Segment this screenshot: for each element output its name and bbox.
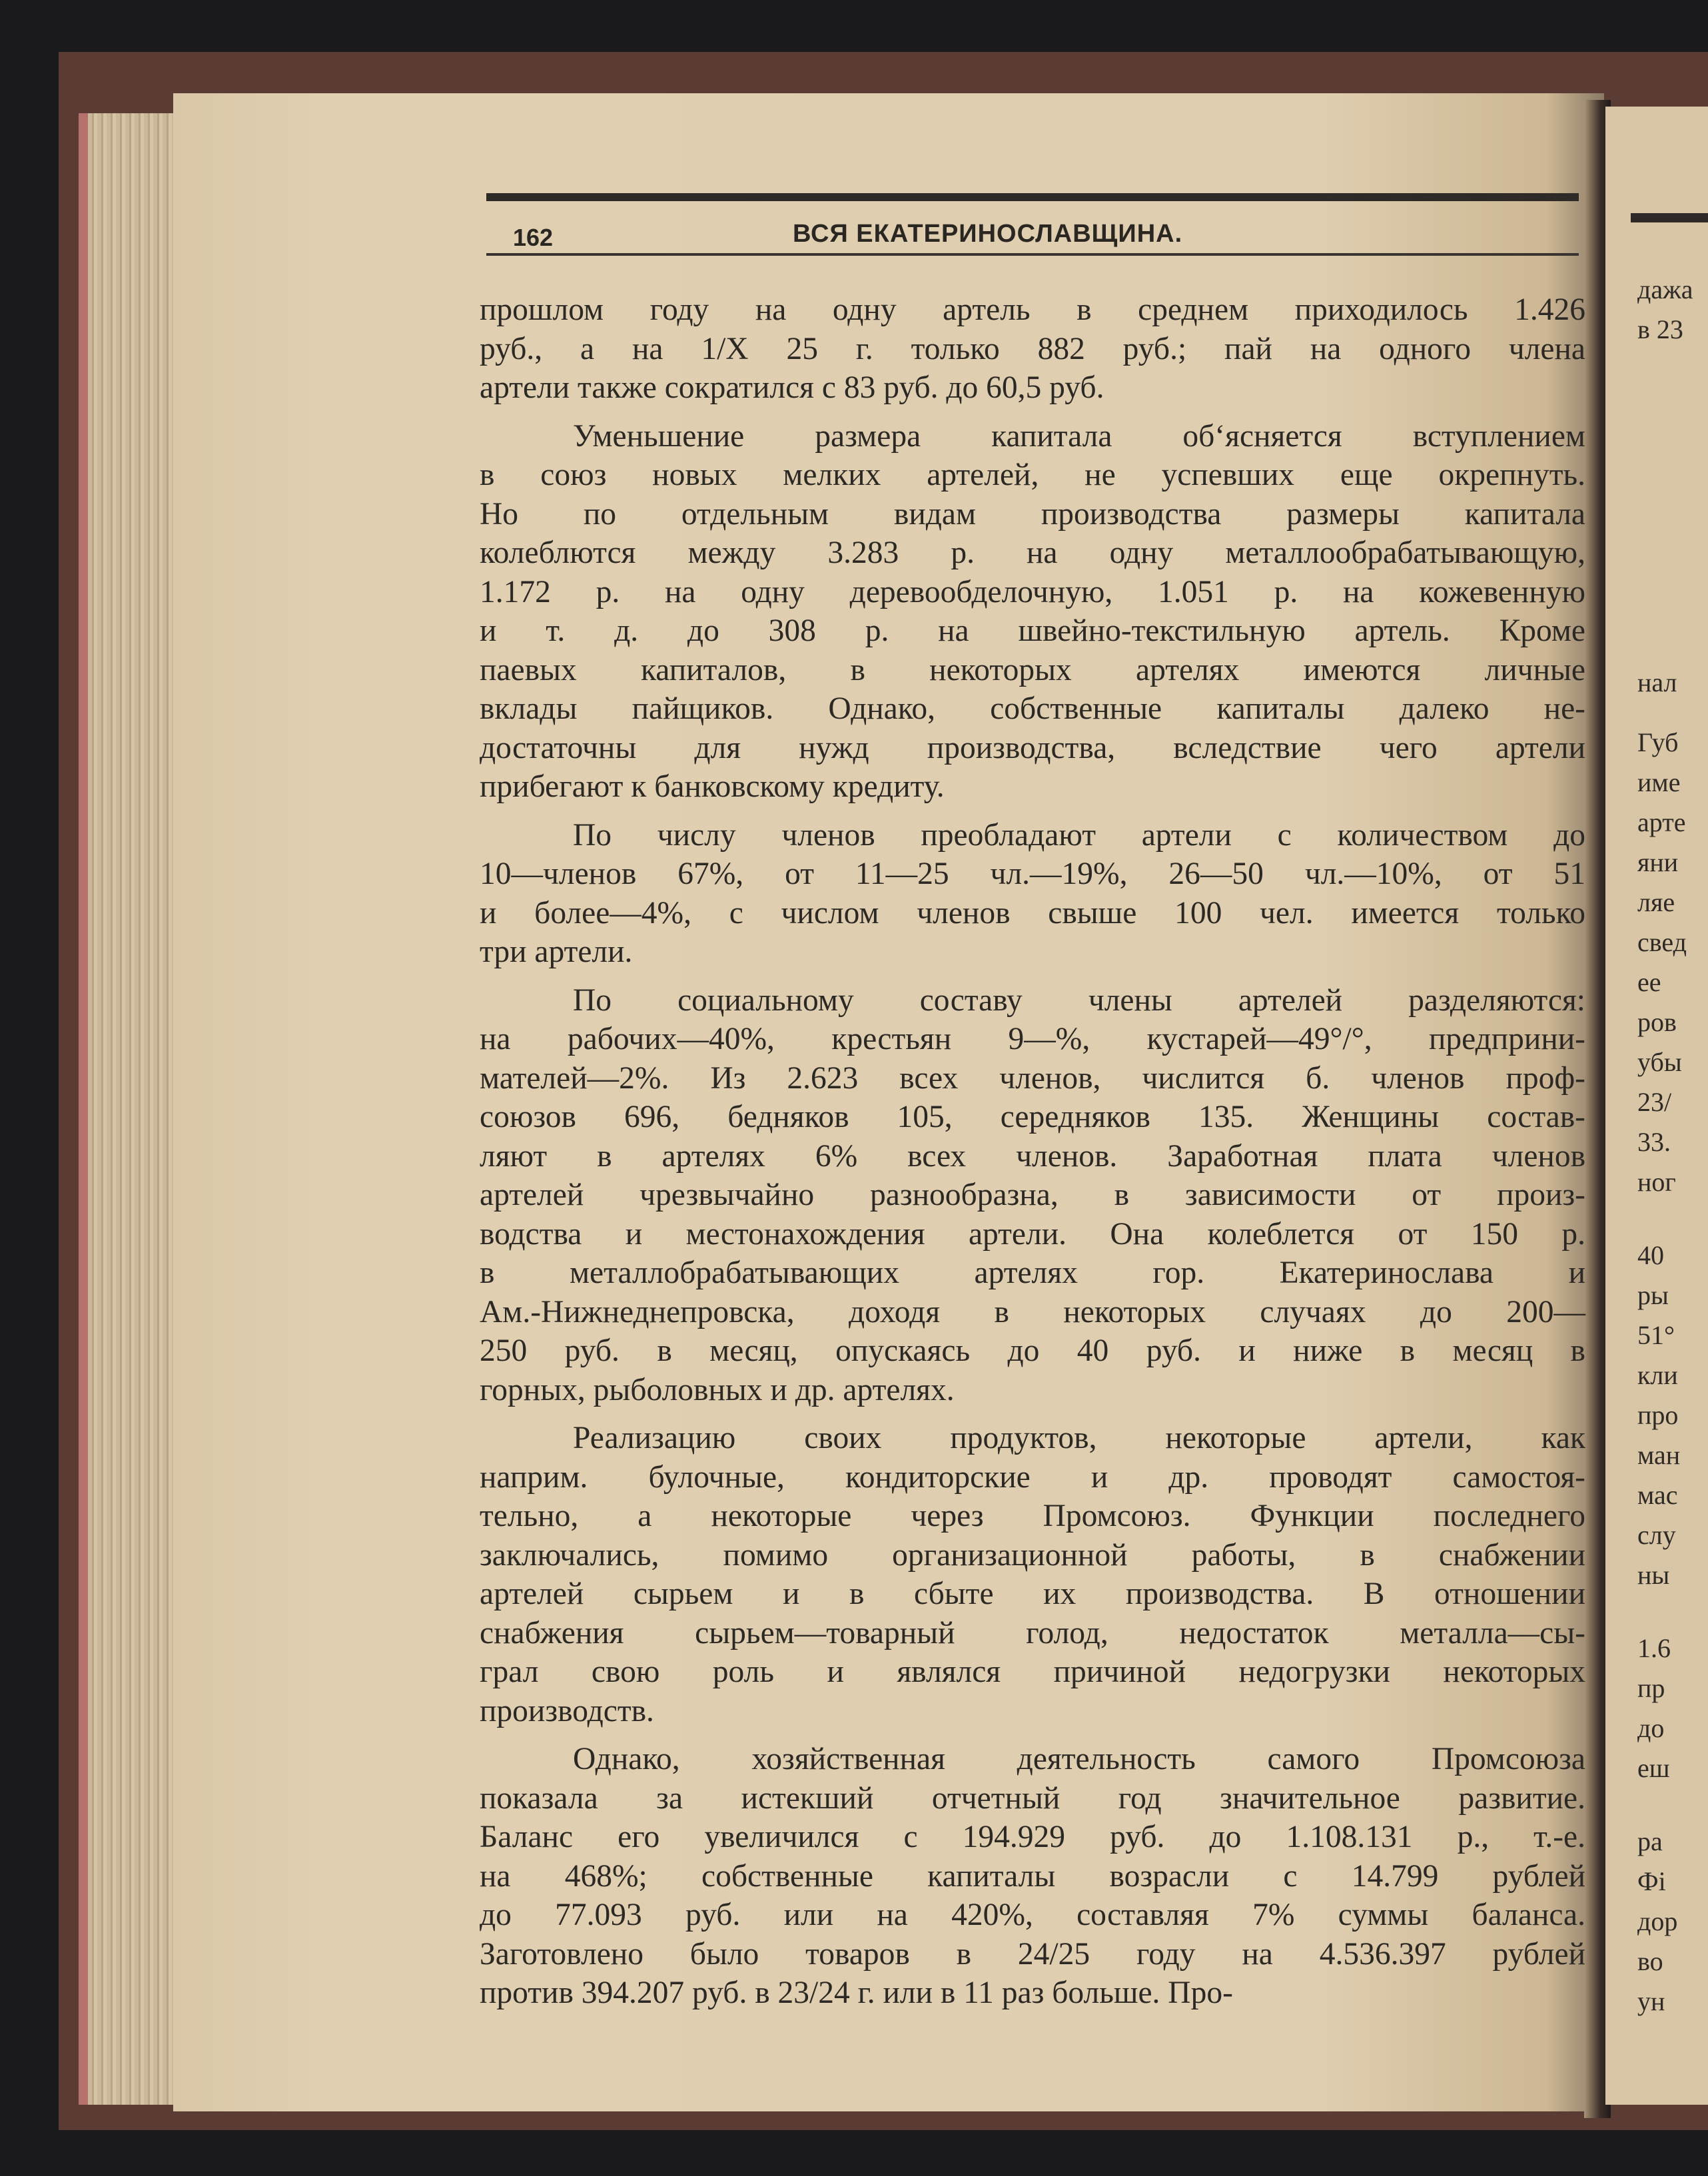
text-line: ляют в артелях 6% всех членов. Заработная плата членов <box>480 1138 1585 1174</box>
right-page-fragment: арте <box>1637 807 1686 837</box>
right-page-header-rule <box>1631 213 1708 222</box>
right-page-fragment: ров <box>1637 1007 1677 1037</box>
body-text <box>480 290 1585 2013</box>
text-line: показала за истекший отчетный год значительное развитие. <box>480 1780 1585 1816</box>
right-page-fragment: в 23 <box>1637 314 1683 344</box>
text-line: прошлом году на одну артель в среднем приходилось 1.426 <box>480 292 1585 327</box>
text-line: артели также сократился с 83 руб. до 60,5 руб. <box>480 370 1104 405</box>
text-line: заключались, помимо организационной работы, в снабжении <box>480 1537 1585 1573</box>
text-line: Однако, хозяйственная деятельность самого Промсоюза <box>573 1742 1585 1776</box>
text-line: По социальному составу члены артелей разделяются: <box>573 982 1585 1018</box>
right-page-fragment: Губ <box>1637 727 1679 757</box>
right-page-fragment: ляе <box>1637 887 1675 917</box>
text-line: Баланс его увеличился с 194.929 руб. до 1.108.131 р., т.-е. <box>480 1820 1585 1854</box>
right-page-fragment: мас <box>1637 1480 1678 1510</box>
right-page-fragment: 51° <box>1637 1320 1675 1350</box>
text-line: в металлобрабатывающих артелях гор. Екатеринослава и <box>480 1256 1585 1290</box>
text-line: наприм. булочные, кондиторские и др. проводят самостоя- <box>480 1459 1585 1495</box>
right-page-fragment: про <box>1637 1400 1679 1430</box>
right-page-fragment: нал <box>1637 667 1677 697</box>
paragraph <box>480 1740 1585 2013</box>
right-page-fragment: кли <box>1637 1360 1678 1390</box>
right-page-fragment: до <box>1637 1713 1665 1743</box>
text-line: По числу членов преобладают артели с количеством до <box>573 817 1585 853</box>
text-line: в союз новых мелких артелей, не успевших еще окрепнуть. <box>480 458 1585 492</box>
text-line: колеблются между 3.283 р. на одну металлообрабатывающую, <box>480 536 1585 570</box>
paragraph <box>480 1419 1585 1730</box>
text-line: водства и местонахождения артели. Она колеблется от 150 р. <box>480 1216 1585 1252</box>
text-line: 10—членов 67%, от 11—25 чл.—19%, 26—50 чл.—10%, от 51 <box>480 857 1585 891</box>
text-line: вклады пайщиков. Однако, собственные капиталы далеко не- <box>480 691 1585 726</box>
right-page-fragment: дор <box>1637 1906 1678 1936</box>
paragraph <box>480 290 1585 408</box>
text-line: артелей чрезвычайно разнообразна, в зависимости от произ- <box>480 1178 1585 1212</box>
right-page-fragment: слу <box>1637 1520 1676 1550</box>
right-page-fragment: дажа <box>1637 274 1693 304</box>
text-line: 250 руб. в месяц, опускаясь до 40 руб. и ниже в месяц в <box>480 1333 1585 1368</box>
text-line: 1.172 р. на одну деревообделочную, 1.051 р. на кожевенную <box>480 574 1585 609</box>
running-head: ВСЯ ЕКАТЕРИНОСЛАВЩИНА. <box>793 220 1183 248</box>
right-page-fragment: ра <box>1637 1826 1663 1856</box>
text-line: против 394.207 руб. в 23/24 г. или в 11 раз больше. Про- <box>480 1976 1233 2010</box>
text-line: горных, рыболовных и др. артелях. <box>480 1372 955 1407</box>
header-rule <box>486 193 1579 201</box>
text-line: три артели. <box>480 934 633 969</box>
paragraph <box>480 417 1585 807</box>
header-rule-thin <box>486 253 1579 256</box>
text-line: мателей—2%. Из 2.623 всех членов, числится б. членов проф- <box>480 1060 1585 1096</box>
right-page-fragment: 33. <box>1637 1127 1671 1157</box>
right-page-fragment: 23/ <box>1637 1087 1672 1117</box>
text-line: Уменьшение размера капитала об‘ясняется вступлением <box>573 418 1585 454</box>
right-page-fragment: убы <box>1637 1047 1682 1077</box>
text-line: на 468%; собственные капиталы возрасли с 14.799 рублей <box>480 1858 1585 1894</box>
text-line: руб., а на 1/Х 25 г. только 882 руб.; пай на одного члена <box>480 331 1585 366</box>
text-line: и т. д. до 308 р. на швейно-текстильную артель. Кроме <box>480 613 1585 648</box>
text-line: и более—4%, с числом членов свыше 100 чел. имеется только <box>480 895 1585 930</box>
paragraph <box>480 981 1585 1410</box>
text-line: прибегают к банковскому кредиту. <box>480 769 945 804</box>
text-line: тельно, а некоторые через Промсоюз. Функции последнего <box>480 1499 1585 1533</box>
right-page-fragment: Фі <box>1637 1866 1666 1896</box>
page-number: 162 <box>513 224 554 251</box>
text-line: грал свою роль и являлся причиной недогрузки некоторых <box>480 1654 1585 1689</box>
paragraph <box>480 816 1585 972</box>
right-page-fragment: пр <box>1637 1673 1665 1703</box>
text-line: Ам.-Нижнеднепровска, доходя в некоторых случаях до 200— <box>480 1294 1585 1329</box>
text-line: артелей сырьем и в сбыте их производства. В отношении <box>480 1577 1585 1611</box>
text-line: производств. <box>480 1693 654 1728</box>
right-page-fragment: име <box>1637 767 1681 797</box>
right-page-fragment: ры <box>1637 1280 1669 1310</box>
right-page-fragment: свед <box>1637 927 1687 957</box>
text-line: достаточны для нужд производства, вследствие чего артели <box>480 730 1585 765</box>
right-page-fragment: 1.6 <box>1637 1633 1671 1663</box>
right-page-fragment: еш <box>1637 1753 1670 1783</box>
right-page-fragment: во <box>1637 1946 1663 1976</box>
right-page-fragment: 40 <box>1637 1240 1664 1270</box>
right-page-fragment: яни <box>1637 847 1679 877</box>
text-line: на рабочих—40%, крестьян 9—%, кустарей—49°/°, предприни- <box>480 1022 1585 1056</box>
text-line: паевых капиталов, в некоторых артелях имеются личные <box>480 652 1585 687</box>
text-line: Заготовлено было товаров в 24/25 году на 4.536.397 рублей <box>480 1936 1585 1972</box>
text-line: союзов 696, бедняков 105, середняков 135. Женщины состав- <box>480 1100 1585 1134</box>
right-page-fragment: ее <box>1637 967 1661 997</box>
right-page-fragment: ун <box>1637 1986 1665 2016</box>
right-page-edge <box>1605 107 1708 2105</box>
right-page-fragment: ног <box>1637 1167 1676 1197</box>
text-line: до 77.093 руб. или на 420%, составляя 7% суммы баланса. <box>480 1898 1585 1932</box>
text-line: снабжения сырьем—товарный голод, недостаток металла—сы- <box>480 1615 1585 1650</box>
text-line: Реализацию своих продуктов, некоторые артели, как <box>573 1421 1585 1455</box>
right-page-fragment: ны <box>1637 1560 1670 1590</box>
right-page-fragment: ман <box>1637 1440 1681 1470</box>
text-line: Но по отдельным видам производства размеры капитала <box>480 496 1585 532</box>
